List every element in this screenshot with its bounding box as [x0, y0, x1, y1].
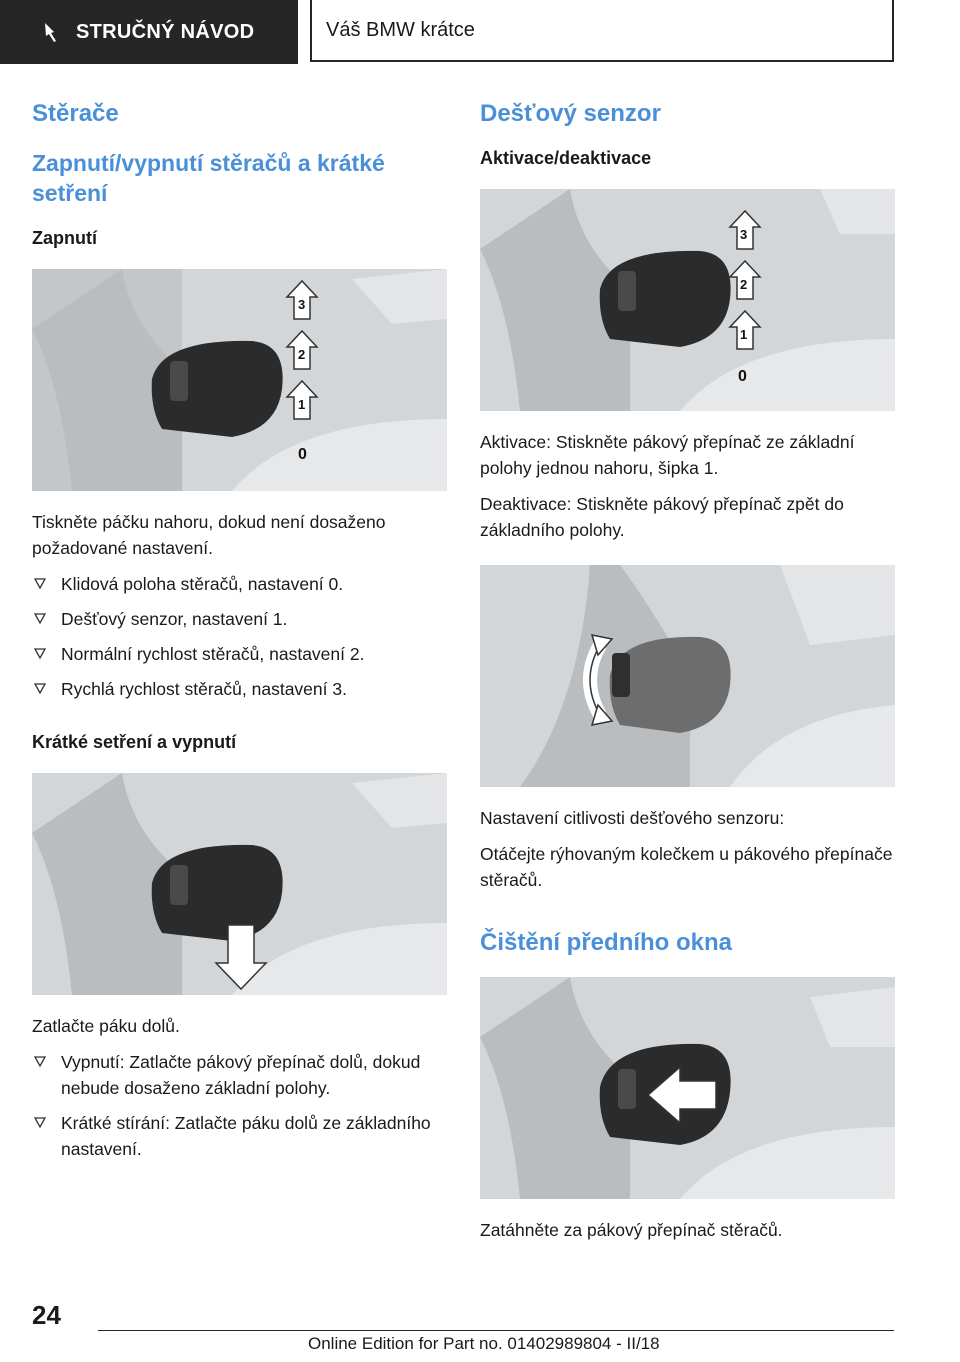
footer-edition: Online Edition for Part no. 01402989804 - II/18 — [308, 1334, 660, 1353]
list-item: Krátké stírání: Zatlačte páku dolů ze základního nastavení. — [32, 1110, 447, 1162]
heading-activation: Aktivace/deaktivace — [480, 148, 652, 168]
left-column — [32, 100, 447, 1171]
subsection-title: Zapnutí/vypnutí stěračů a krátké setření — [32, 150, 385, 206]
figure-lever-down — [32, 773, 447, 995]
paragraph-thumbwheel: Otáčejte rýhovaným kolečkem u pákového přepínače stěračů. — [480, 844, 893, 890]
rain-sensor-title: Dešťový senzor — [480, 100, 661, 127]
list-short-wipe — [32, 1049, 447, 1162]
list-item: Normální rychlost stěračů, nastavení 2. — [32, 641, 447, 667]
washer-title: Čištění předního okna — [480, 929, 733, 956]
chapter-title: Váš BMW krátce — [326, 18, 475, 41]
triangle-bullet-icon — [34, 612, 46, 624]
figure-washer — [480, 977, 895, 1199]
triangle-bullet-icon — [34, 682, 46, 694]
pos-2-label: 2 — [298, 347, 306, 362]
figure-rain-sensor — [480, 189, 895, 411]
pos-2-label: 2 — [740, 277, 748, 292]
pin-icon — [42, 21, 62, 43]
list-item: Rychlá rychlost stěračů, nastavení 3. — [32, 676, 447, 702]
list-item: Klidová poloha stěračů, nastavení 0. — [32, 571, 447, 597]
list-item: Vypnutí: Zatlačte pákový přepínač dolů, dokud nebude dosaženo základní polohy. — [32, 1049, 447, 1101]
heading-on: Zapnutí — [32, 228, 97, 248]
figure-thumbwheel — [480, 565, 895, 787]
page-number: 24 — [32, 1300, 61, 1330]
triangle-bullet-icon — [34, 577, 46, 589]
section-title: Stěrače — [32, 100, 119, 127]
paragraph-on: Tiskněte páčku nahoru, dokud není dosaženo požadované nastavení. — [32, 512, 386, 558]
pos-0-label: 0 — [298, 446, 307, 463]
footer-divider — [98, 1330, 894, 1331]
section-tab[interactable] — [0, 0, 298, 64]
right-column — [480, 100, 895, 1253]
chapter-header — [310, 0, 894, 62]
triangle-bullet-icon — [34, 1116, 46, 1128]
pos-3-label: 3 — [740, 227, 748, 242]
list-positions — [32, 571, 447, 702]
figure-lever-up — [32, 269, 447, 491]
heading-short-wipe: Krátké setření a vypnutí — [32, 732, 237, 752]
section-tab-label: STRUČNÝ NÁVOD — [76, 20, 255, 43]
pos-0-label: 0 — [738, 368, 747, 385]
paragraph-washer: Zatáhněte za pákový přepínač stěračů. — [480, 1220, 783, 1240]
paragraph-activation: Aktivace: Stiskněte pákový přepínač ze základní polohy jednou nahoru, šipka 1. — [480, 432, 855, 478]
paragraph-deactivation: Deaktivace: Stiskněte pákový přepínač zpět do základního polohy. — [480, 494, 844, 540]
pos-3-label: 3 — [298, 297, 306, 312]
triangle-bullet-icon — [34, 647, 46, 659]
list-item: Dešťový senzor, nastavení 1. — [32, 606, 447, 632]
pos-1-label: 1 — [298, 397, 306, 412]
triangle-bullet-icon — [34, 1055, 46, 1067]
pos-1-label: 1 — [740, 327, 748, 342]
paragraph-sensitivity: Nastavení citlivosti dešťového senzoru: — [480, 808, 785, 828]
paragraph-short: Zatlačte páku dolů. — [32, 1016, 180, 1036]
